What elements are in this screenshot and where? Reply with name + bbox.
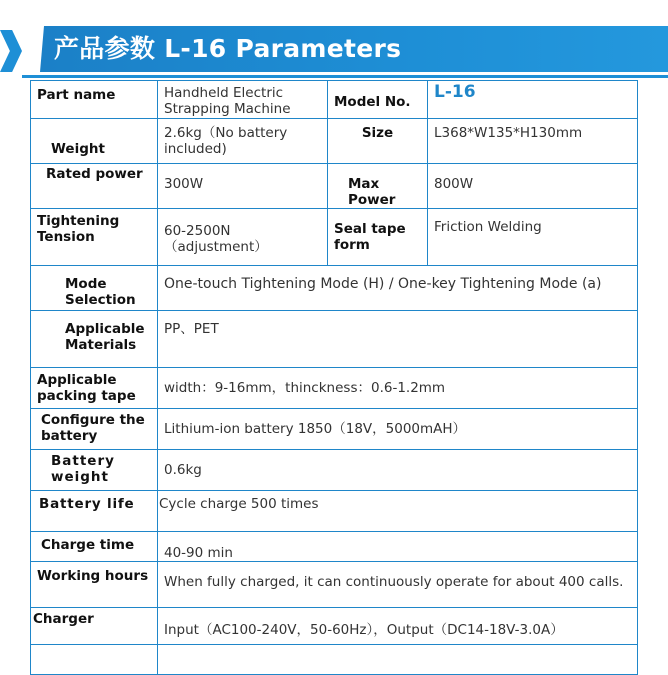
page-title: 产品参数 L-16 Parameters (54, 34, 402, 63)
param-label-charge-time: Charge time (31, 532, 158, 562)
param-label-seal-tape-form: Seal tape form (328, 209, 428, 266)
param-value-battery-life: Cycle charge 500 times (158, 491, 638, 532)
table-row (31, 266, 638, 311)
param-label-rated-power: Rated power (31, 164, 158, 209)
empty-cell (31, 645, 158, 675)
param-value-weight: 2.6kg（No battery included) (158, 119, 328, 164)
param-value-seal-tape-form: Friction Welding (428, 209, 638, 266)
table-row (31, 368, 638, 409)
param-value-battery-weight: 0.6kg (158, 450, 638, 491)
param-value-tightening-tension: 60-2500N（adjustment） (158, 209, 328, 266)
table-row (31, 81, 638, 119)
param-value-max-power: 800W (428, 164, 638, 209)
param-value-size: L368*W135*H130mm (428, 119, 638, 164)
divider (22, 75, 668, 78)
table-row (31, 409, 638, 450)
param-value-mode-selection: One-touch Tightening Mode (H) / One-key Tightening Mode (a) (158, 266, 638, 311)
chevron-right-icon (0, 30, 22, 72)
param-label-battery-weight: Battery weight (31, 450, 158, 491)
param-label-battery-life: Battery life (31, 491, 158, 532)
param-value-applicable-materials: PP、PET (158, 311, 638, 368)
param-label-charger: Charger (31, 608, 158, 645)
param-value-configure-battery: Lithium-ion battery 1850（18V，5000mAH） (158, 409, 638, 450)
param-value-charge-time: 40-90 min (158, 532, 638, 562)
table-row (31, 562, 638, 608)
param-label-configure-battery: Configure the battery (31, 409, 158, 450)
param-value-part-name: Handheld Electric Strapping Machine (158, 81, 328, 119)
table-row (31, 119, 638, 164)
param-label-max-power: Max Power (328, 164, 428, 209)
param-value-working-hours: When fully charged, it can continuously operate for about 400 calls. (158, 562, 638, 608)
param-label-tightening-tension: Tightening Tension (31, 209, 158, 266)
parameters-table (30, 80, 637, 675)
table-row (31, 209, 638, 266)
table-row (31, 164, 638, 209)
param-value-rated-power: 300W (158, 164, 328, 209)
param-label-weight: Weight (31, 119, 158, 164)
table-row (31, 450, 638, 491)
param-label-part-name: Part name (31, 81, 158, 119)
param-label-model-no: Model No. (328, 81, 428, 119)
param-value-applicable-packing-tape: width：9-16mm，thinckness：0.6-1.2mm (158, 368, 638, 409)
empty-cell (158, 645, 638, 675)
param-value-charger: Input（AC100-240V，50-60Hz），Output（DC14-18V-3.0A） (158, 608, 638, 645)
param-label-size: Size (328, 119, 428, 164)
table-row (31, 608, 638, 645)
table-row (31, 532, 638, 562)
table-row (31, 491, 638, 532)
table-row (31, 311, 638, 368)
param-value-model-no: L-16 (428, 81, 638, 119)
param-label-working-hours: Working hours (31, 562, 158, 608)
param-label-applicable-packing-tape: Applicable packing tape (31, 368, 158, 409)
table-row (31, 645, 638, 675)
param-label-applicable-materials: Applicable Materials (31, 311, 158, 368)
param-label-mode-selection: Mode Selection (31, 266, 158, 311)
